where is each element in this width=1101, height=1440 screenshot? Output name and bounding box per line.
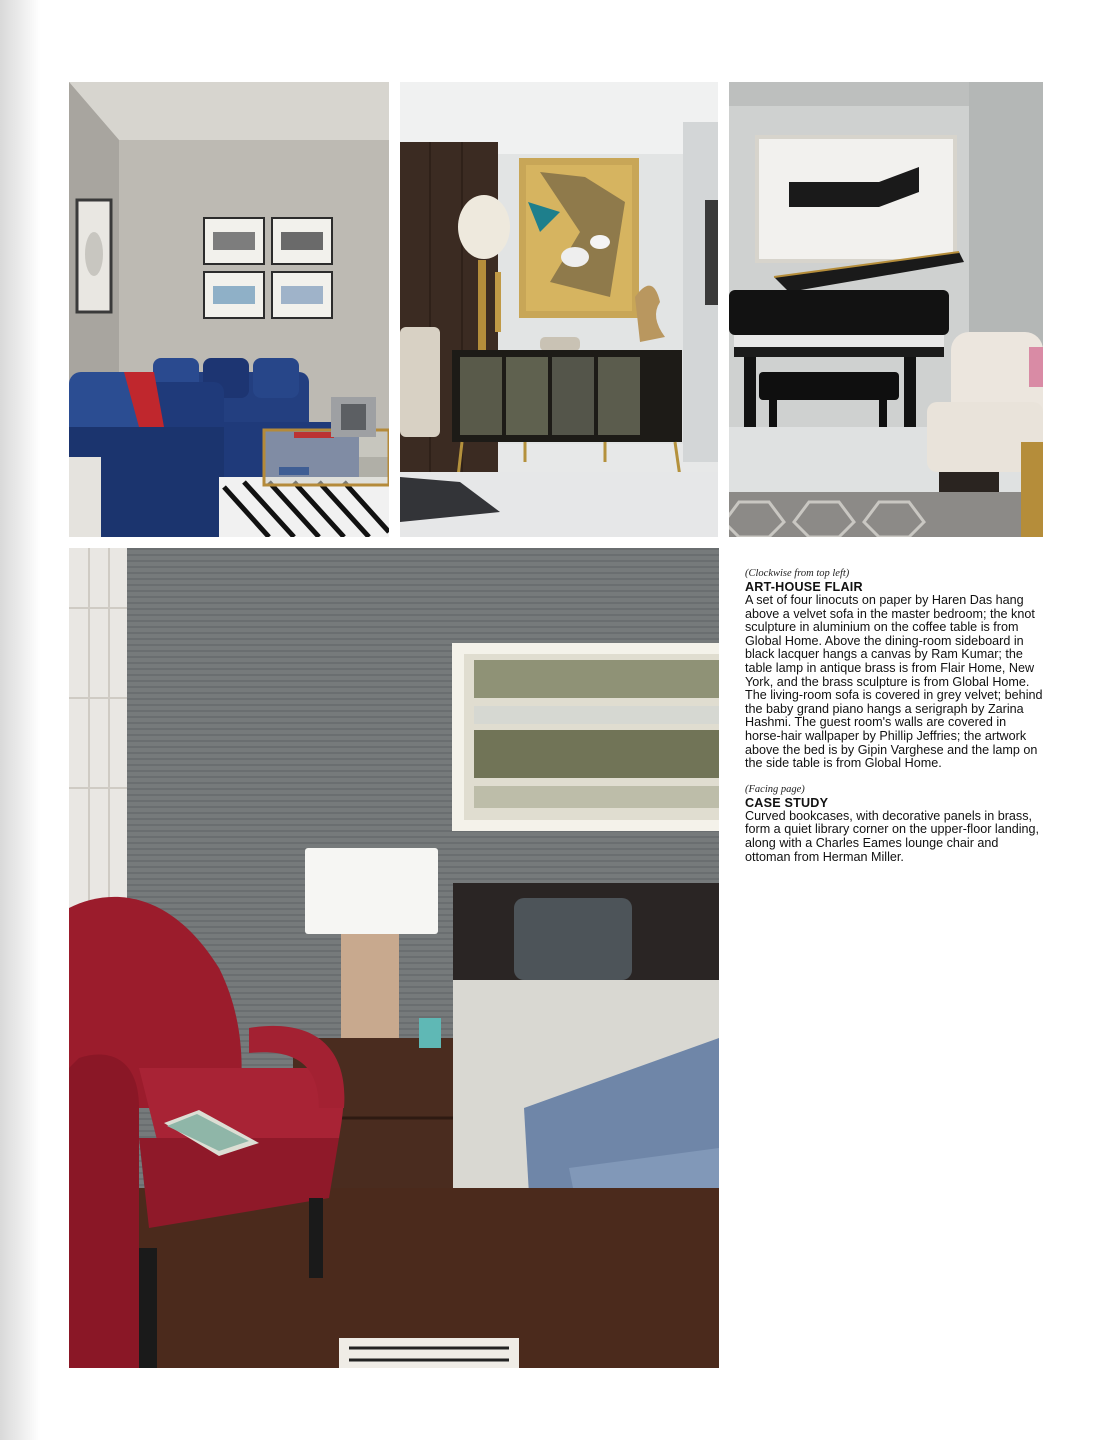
captions-column (745, 567, 1045, 864)
photo-master-bedroom-sofa (69, 82, 389, 537)
caption-kicker: (Facing page) (745, 783, 805, 795)
caption-body: A set of four linocuts on paper by Haren Das hang above a velvet sofa in the master bedroom; the knot sculpture in aluminium on the coffee table is from Global Home. Above the dining-room sideboard in black lacquer hangs a canvas by Ram Kumar; the table lamp in antique brass is from Flair Home, New York, and the brass sculpture is from Global Home. The living-room sofa is covered in grey velvet; behind the baby grand piano hangs a serigraph by Zarina Hashmi. The guest room's walls are covered in horse-hair wallpaper by Phillip Jeffries; the artwork above the bed is by Gipin Varghese and the lamp on the side table is from Global Home. (745, 593, 1043, 771)
caption-art-house-flair (745, 567, 1045, 771)
photo-living-room-piano (729, 82, 1043, 537)
caption-heading: ART-HOUSE FLAIR (745, 580, 863, 594)
page-gutter-shadow (0, 0, 40, 1440)
caption-heading: CASE STUDY (745, 795, 829, 810)
caption-case-study (745, 783, 1045, 864)
photo-dining-sideboard (400, 82, 718, 537)
caption-kicker: (Clockwise from top left) (745, 568, 850, 579)
caption-body: Curved bookcases, with decorative panels in brass, form a quiet library corner on the upper-floor landing, along with a Charles Eames lounge chair and ottoman from Herman Miller. (745, 808, 1040, 864)
photo-guest-room-bed (69, 548, 719, 1368)
